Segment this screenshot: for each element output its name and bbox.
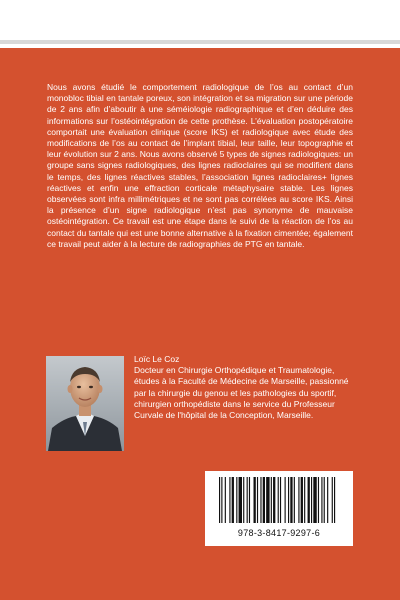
barcode-bar xyxy=(313,477,316,523)
author-description: Docteur en Chirurgie Orthopédique et Traumatologie, études à la Faculté de Médecine de Marseille, passionné par la chirurgie du genou et les pathologies du sportif, chirurgien orthopédiste dans le service du Professeur Curvale de l'hôpital de la Conception, Marseille. xyxy=(134,365,349,421)
author-photo xyxy=(46,356,124,451)
barcode-bar xyxy=(318,477,319,523)
barcode-bar xyxy=(334,477,335,523)
barcode-bar xyxy=(260,477,261,523)
barcode-bar xyxy=(298,477,299,523)
barcode-bar xyxy=(225,477,226,523)
barcode-bar xyxy=(236,477,237,523)
barcode-bar xyxy=(311,477,312,523)
book-summary: Nous avons étudié le comportement radiologique de l’os au contact d’un monobloc tibial en tantale poreux, son intégration et sa migration sur une période de 2 ans afin d’aboutir à une séméiologie radiographique et d’en déduire des informations sur l’ostéointégration de cette prothèse. L’évaluation postopératoire comportait une évaluation clinique (score IKS) et radiologique avec étude des modifications de l’os au contact de l’implant tibial, leur taille, leur topographie et leur évolution sur 2 ans. Nous avons observé 5 types de signes radiologiques: un groupe sans signes radiologiques, des lignes radioclaires qui se modifient dans le temps, des lignes réactives stables, l’association lignes radioclaires+ lignes réactives et enfin une effraction corticale métaphysaire stable. Les lignes observées sont infra millimétriques et ne sont pas corrélées au score IKS. Ainsi la présence d’un signe radiologique n’est pas synonyme de mauvaise ostéointégration. Ce travail est une étape dans le suivi de la réaction de l’os au contact du tantale qui est une bonne alternative à la fixation cimentée; également ce travail peut aider à la lecture de radiographies de PTG en tantale. xyxy=(47,82,353,249)
barcode-bar xyxy=(243,477,244,523)
barcode-bar xyxy=(278,477,279,523)
barcode-bar xyxy=(232,477,234,523)
barcode-bar xyxy=(285,477,286,523)
barcode-bar xyxy=(229,477,230,523)
barcode-bar xyxy=(324,477,325,523)
barcode-bar xyxy=(321,477,322,523)
barcode-bar xyxy=(219,477,220,523)
barcode-bar xyxy=(254,477,256,523)
barcode-bar xyxy=(271,477,272,523)
barcode-bar xyxy=(239,477,242,523)
barcode-bar xyxy=(280,477,281,523)
author-bio xyxy=(134,354,354,421)
barcode-bar xyxy=(290,477,292,523)
barcode-bar xyxy=(257,477,258,523)
barcode-bar xyxy=(249,477,250,523)
barcode-bar xyxy=(301,477,303,523)
barcode-bar xyxy=(288,477,289,523)
barcode-bar xyxy=(263,477,265,523)
barcode xyxy=(205,471,353,546)
author-portrait-image xyxy=(46,356,124,451)
barcode-bars xyxy=(205,471,353,527)
barcode-bar xyxy=(221,477,222,523)
barcode-bar xyxy=(308,477,310,523)
top-margin xyxy=(0,0,400,42)
author-name: Loïc Le Coz xyxy=(134,354,180,364)
barcode-bar xyxy=(304,477,305,523)
barcode-bar xyxy=(247,477,248,523)
barcode-bar xyxy=(332,477,333,523)
barcode-bar xyxy=(266,477,269,523)
barcode-bar xyxy=(294,477,295,523)
barcode-bar xyxy=(327,477,328,523)
isbn-number: 978-3-8417-9297-6 xyxy=(237,528,321,538)
top-divider xyxy=(0,40,400,44)
barcode-bar xyxy=(273,477,275,523)
